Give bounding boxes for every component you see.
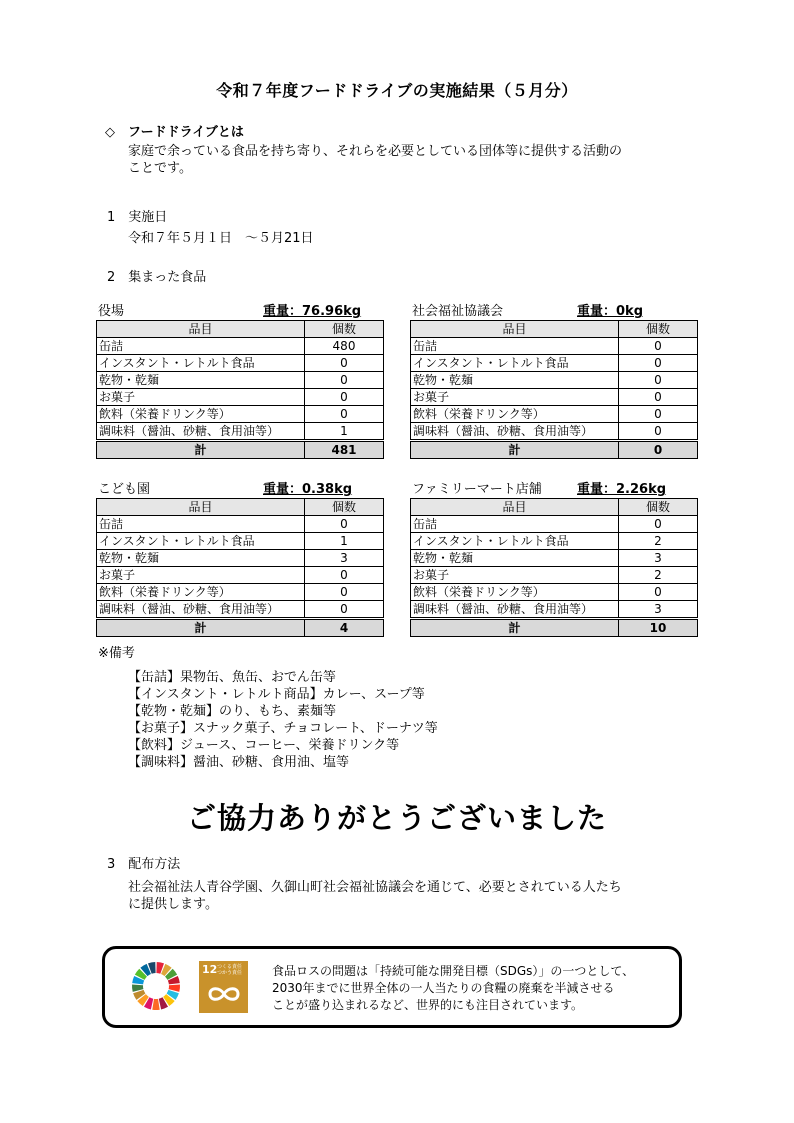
intro-marker: ◇ [105,125,115,140]
sdgs-line-3: ことが盛り込まれるなど、世界的にも注目されています。 [272,998,584,1012]
table-header-line [410,304,697,320]
count-cell: 1 [305,533,384,550]
total-label: 計 [411,619,619,637]
col-count-header: 個数 [305,499,384,516]
food-table [410,498,698,637]
section-3-line-1: 社会福祉法人青谷学園、久御山町社会福祉協議会を通じて、必要とされている人たち [128,880,622,895]
weight-label: 重量：2.26kg [577,482,667,497]
wheel-segment [152,999,159,1010]
intro-line-1: 家庭で余っている食品を持ち寄り、それらを必要としている団体等に提供する活動の [128,144,623,159]
count-cell: 0 [305,389,384,406]
col-count-header: 個数 [619,321,698,338]
table-row [97,584,384,601]
total-value: 10 [619,619,698,637]
section-1-date: 令和７年５月１日 ～５月21日 [128,231,314,246]
item-cell: お菓子 [411,567,619,584]
table-row [97,567,384,584]
weight-label: 重量：76.96kg [263,304,362,319]
table-row [411,516,698,533]
count-cell: 0 [619,372,698,389]
org-name: 役場 [98,304,125,319]
table-row [97,601,384,619]
sdgs-line-1: 食品ロスの問題は「持続可能な開発目標（SDGs）」の一つとして、 [272,964,635,978]
intro-line-2: ことです。 [128,161,192,176]
col-count-header: 個数 [305,321,384,338]
count-cell: 0 [305,584,384,601]
note-line: 【インスタント・レトルト商品】カレー、スープ等 [128,687,425,702]
table-row [411,406,698,423]
item-cell: 乾物・乾麺 [97,550,305,567]
item-cell: 缶詰 [97,338,305,355]
section-3-label: 3 配布方法 [107,857,181,872]
item-cell: 調味料（醤油、砂糖、食用油等） [411,601,619,619]
table-row [97,338,384,355]
count-cell: 0 [305,355,384,372]
count-cell: 0 [305,372,384,389]
food-table [96,498,384,637]
item-cell: 乾物・乾麺 [97,372,305,389]
org-name: 社会福祉協議会 [412,304,504,319]
sdg-goal-12-icon [199,961,248,1013]
table-row [411,567,698,584]
table-row [411,372,698,389]
goal-number: 12 [202,963,218,976]
table-yakuba [96,304,383,459]
table-row [97,550,384,567]
total-value: 0 [619,441,698,459]
count-cell: 0 [619,338,698,355]
table-row [97,372,384,389]
table-row [411,355,698,372]
table-row [411,584,698,601]
count-cell: 1 [305,423,384,441]
total-value: 481 [305,441,384,459]
count-cell: 0 [305,406,384,423]
item-cell: 調味料（醤油、砂糖、食用油等） [97,601,305,619]
item-cell: 調味料（醤油、砂糖、食用油等） [411,423,619,441]
count-cell: 0 [305,516,384,533]
count-cell: 2 [619,567,698,584]
total-label: 計 [97,441,305,459]
weight-label: 重量：0kg [577,304,643,319]
sdgs-text [272,963,634,1014]
section-1-label: 1 実施日 [107,210,168,225]
col-count-header: 個数 [619,499,698,516]
note-line: 【乾物・乾麺】のり、もち、素麺等 [128,704,337,719]
count-cell: 0 [619,516,698,533]
item-cell: 調味料（醤油、砂糖、食用油等） [97,423,305,441]
org-name: こども園 [98,482,151,497]
food-table [410,320,698,459]
total-label: 計 [411,441,619,459]
table-row [97,516,384,533]
total-row [97,441,384,459]
table-header-line [96,482,383,498]
count-cell: 0 [619,423,698,441]
table-familymart [410,482,697,637]
item-cell: お菓子 [411,389,619,406]
goal-caption-1: つくる責任 [217,964,243,970]
item-cell: インスタント・レトルト食品 [97,355,305,372]
note-line: 【調味料】醤油、砂糖、食用油、塩等 [128,755,350,770]
item-cell: 缶詰 [411,338,619,355]
total-value: 4 [305,619,384,637]
count-cell: 2 [619,533,698,550]
item-cell: 飲料（栄養ドリンク等） [97,584,305,601]
count-cell: 3 [619,550,698,567]
count-cell: 0 [619,355,698,372]
item-cell: 飲料（栄養ドリンク等） [411,406,619,423]
table-row [411,533,698,550]
col-item-header: 品目 [97,499,305,516]
notes-list [128,669,438,771]
page-title: 令和７年度フードドライブの実施結果（５月分） [216,81,578,100]
item-cell: 缶詰 [97,516,305,533]
count-cell: 3 [619,601,698,619]
weight-label: 重量：0.38kg [263,482,353,497]
sdgs-line-2: 2030年までに世界全体の一人当たりの食糧の廃棄を半減させる [272,981,615,995]
count-cell: 0 [305,601,384,619]
table-header-row [97,499,384,516]
note-line: 【缶詰】果物缶、魚缶、おでん缶等 [128,670,336,685]
item-cell: 飲料（栄養ドリンク等） [411,584,619,601]
infinity-icon [206,983,242,1005]
table-header-line [96,304,383,320]
table-row [97,423,384,441]
table-row [411,389,698,406]
intro-heading: フードドライブとは [128,125,244,140]
table-row [97,406,384,423]
count-cell: 0 [619,584,698,601]
table-header-row [411,499,698,516]
org-name: ファミリーマート店舗 [412,482,542,497]
total-row [97,619,384,637]
col-item-header: 品目 [411,321,619,338]
table-kodomoen [96,482,383,637]
table-shakyo [410,304,697,459]
table-row [411,423,698,441]
item-cell: インスタント・レトルト食品 [97,533,305,550]
thanks-message: ご協力ありがとうございました [186,801,607,835]
count-cell: 3 [305,550,384,567]
table-row [97,533,384,550]
total-label: 計 [97,619,305,637]
col-item-header: 品目 [97,321,305,338]
table-row [411,338,698,355]
count-cell: 0 [619,389,698,406]
table-header-row [97,321,384,338]
section-3-line-2: に提供します。 [128,897,218,912]
count-cell: 0 [619,406,698,423]
notes-heading: ※備考 [98,646,135,661]
food-table [96,320,384,459]
item-cell: 乾物・乾麺 [411,372,619,389]
table-row [411,550,698,567]
goal-caption-2: つかう責任 [217,970,243,976]
item-cell: 缶詰 [411,516,619,533]
item-cell: インスタント・レトルト食品 [411,533,619,550]
table-row [411,601,698,619]
total-row [411,619,698,637]
item-cell: お菓子 [97,567,305,584]
table-row [97,355,384,372]
table-header-line [410,482,697,498]
table-row [97,389,384,406]
col-item-header: 品目 [411,499,619,516]
total-row [411,441,698,459]
count-cell: 480 [305,338,384,355]
count-cell: 0 [305,567,384,584]
item-cell: インスタント・レトルト食品 [411,355,619,372]
section-2-label: 2 集まった食品 [107,270,207,285]
note-line: 【飲料】ジュース、コーヒー、栄養ドリンク等 [128,738,400,753]
note-line: 【お菓子】スナック菓子、チョコレート、ドーナツ等 [128,721,438,736]
sdgs-wheel-icon [131,961,181,1011]
item-cell: お菓子 [97,389,305,406]
item-cell: 飲料（栄養ドリンク等） [97,406,305,423]
item-cell: 乾物・乾麺 [411,550,619,567]
table-header-row [411,321,698,338]
